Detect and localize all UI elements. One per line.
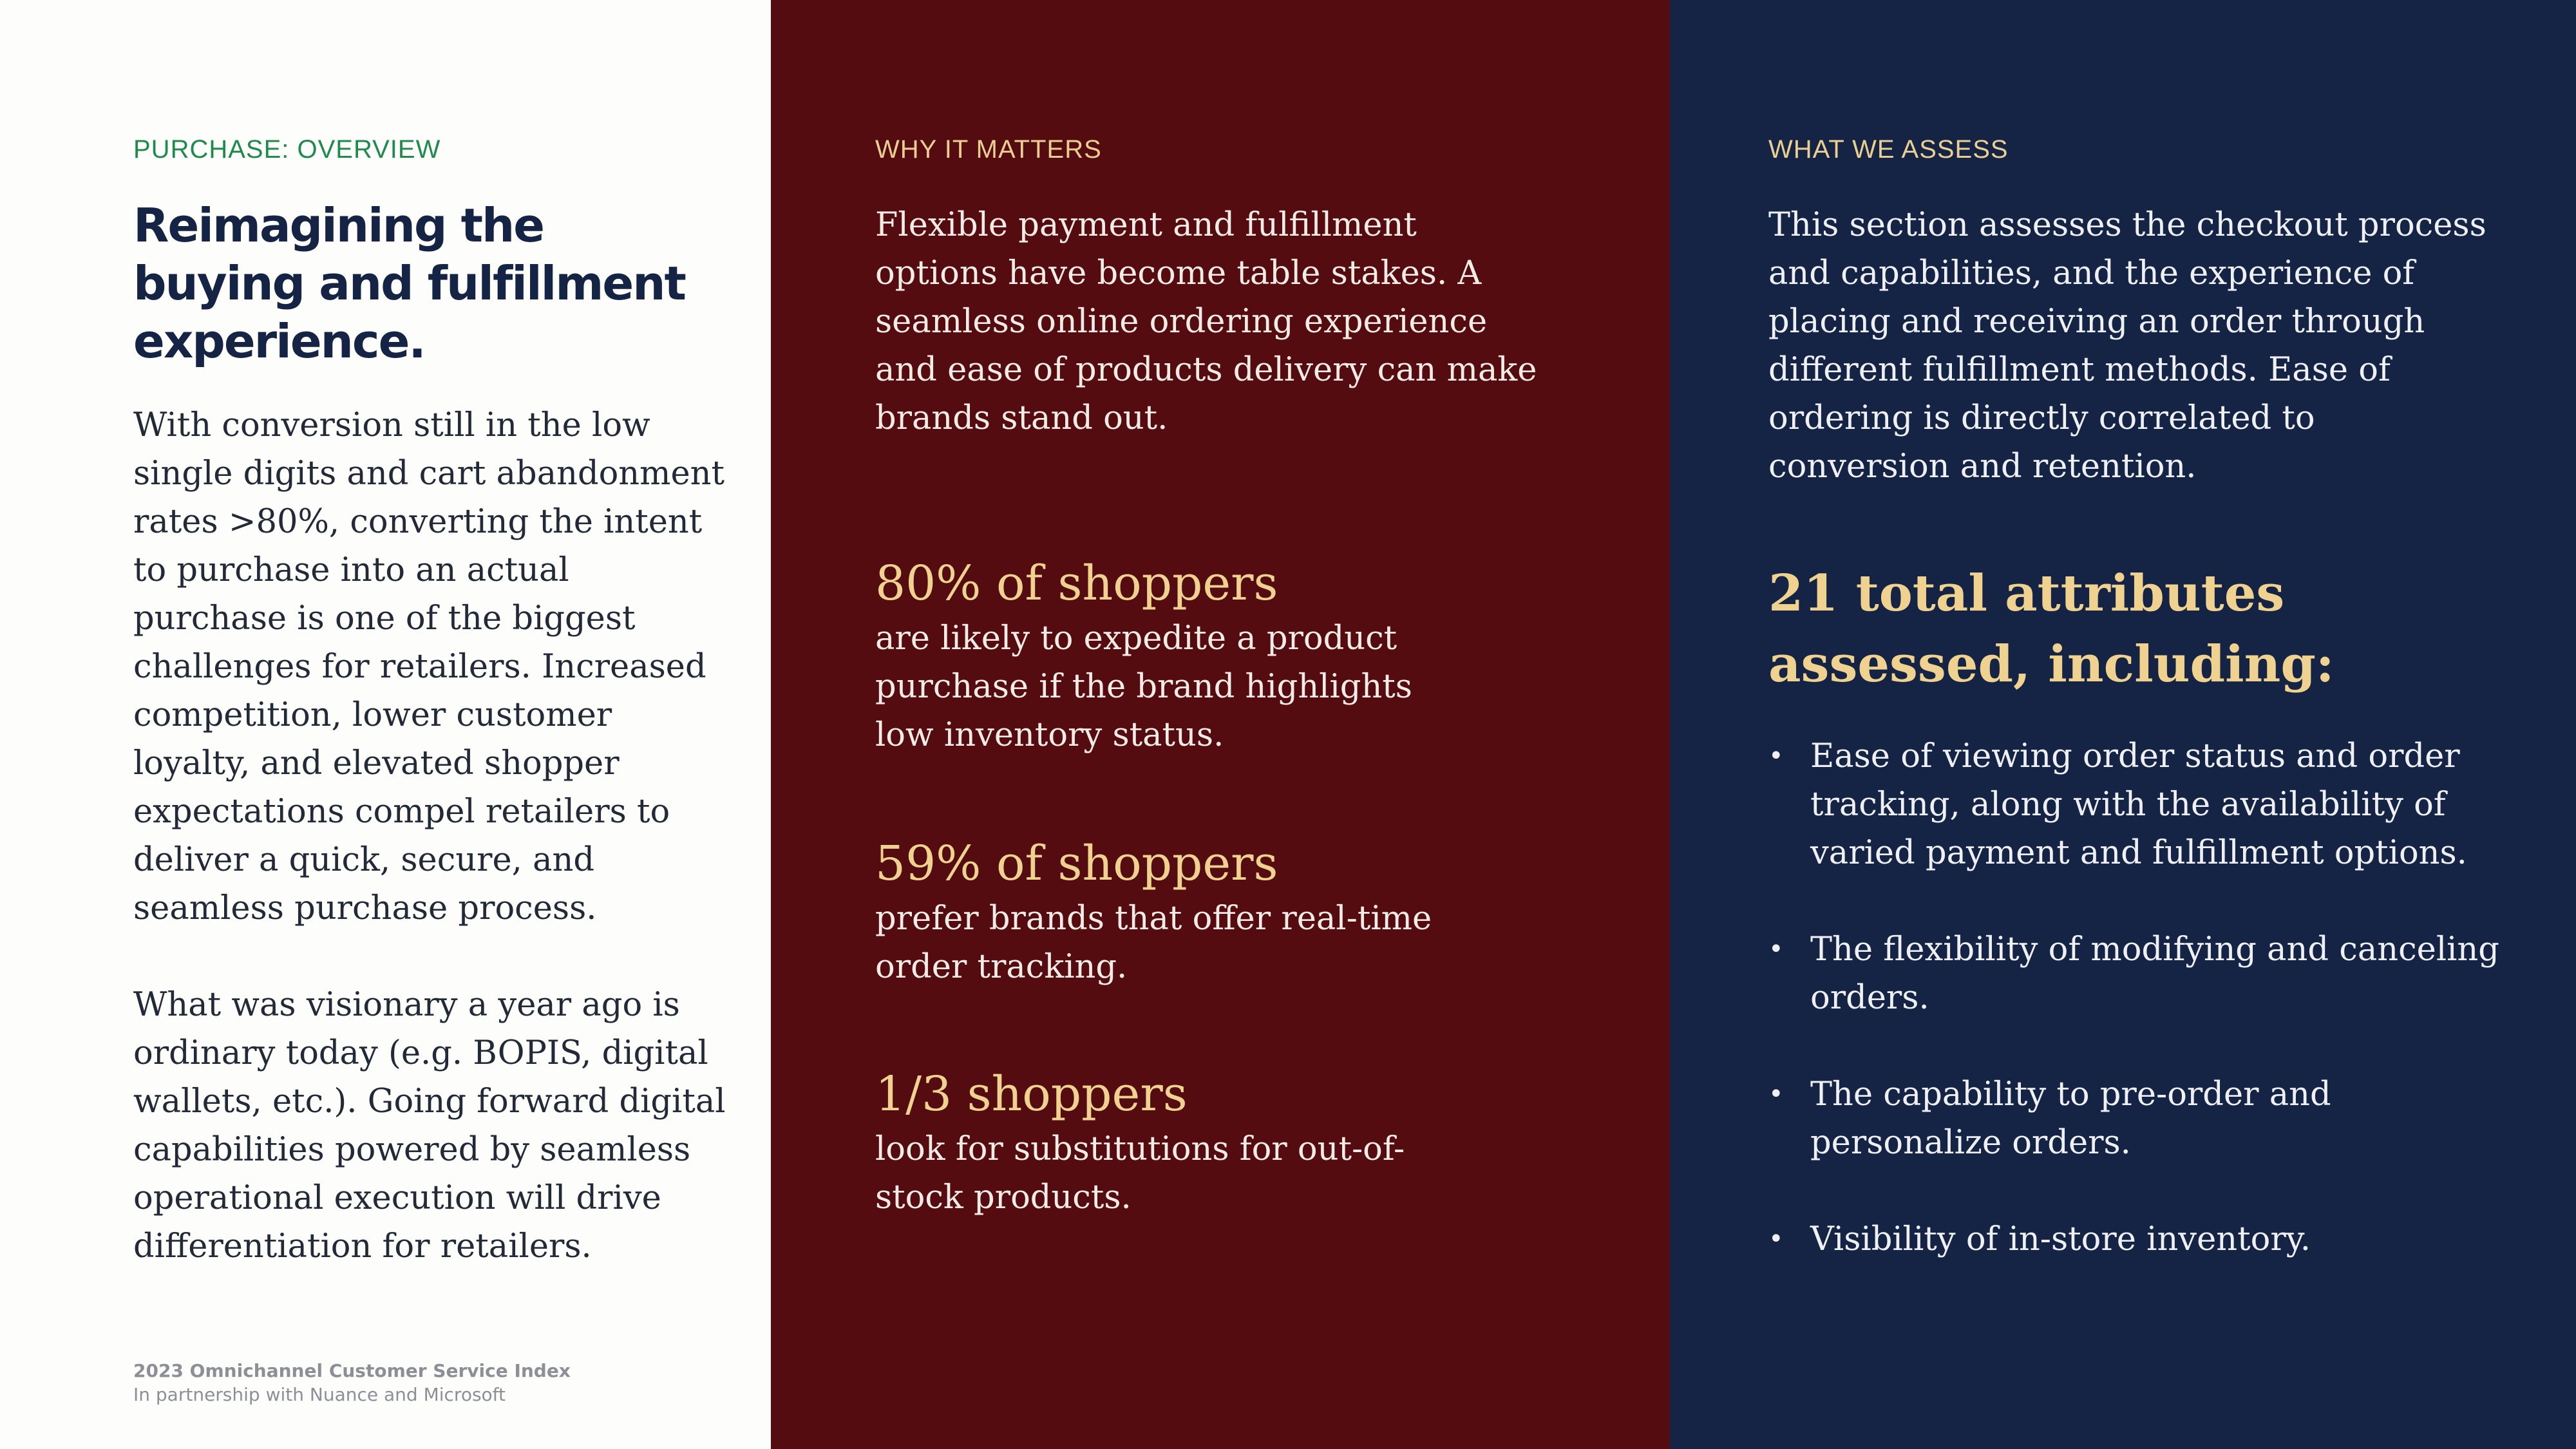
footer (133, 1359, 571, 1406)
overview-paragraph-2: What was visionary a year ago is ordinary today (e.g. BOPIS, digital wallets, etc.). Going forward digital capabilities powered by seamless operational execution will drive differentiation for retailers. (133, 986, 726, 1265)
list-item-text: The capability to pre-order and personalize orders. (1810, 1075, 2331, 1162)
stat-description: look for substitutions for out-of-stock products. (875, 1130, 1405, 1217)
footer-report-title: 2023 Omnichannel Customer Service Index (133, 1360, 571, 1381)
stat-value: 80% of shoppers (875, 556, 1278, 611)
why-eyebrow: WHY IT MATTERS (875, 135, 1102, 164)
page-title: Reimagining the buying and fulfillment experience. (133, 198, 685, 368)
stat-block (875, 553, 1670, 759)
section-eyebrow: PURCHASE: OVERVIEW (133, 135, 441, 164)
list-item (1768, 732, 2528, 877)
list-item-text: Visibility of in-store inventory. (1810, 1220, 2311, 1258)
bullet-icon: • (1768, 741, 1784, 771)
stat-block (875, 833, 1670, 991)
bullet-icon: • (1768, 1224, 1784, 1254)
bullet-icon: • (1768, 934, 1784, 964)
stat-description: are likely to expedite a product purchase if the brand highlights low inventory status. (875, 620, 1412, 754)
list-item (1768, 925, 2528, 1022)
bullet-icon: • (1768, 1079, 1784, 1109)
attributes-list (1768, 732, 2528, 1264)
what-we-assess-column (1670, 0, 2576, 1449)
overview-paragraph-1: With conversion still in the low single digits and cart abandonment rates >80%, converting the intent to purchase into an actual purchase is one of the biggest challenges for retailers. Increased competition, lower customer loyalty, and elevated shopper expectations compel retailers to deliver a quick, secure, and seamless purchase process. (133, 406, 725, 927)
stat-value: 1/3 shoppers (875, 1066, 1188, 1122)
attributes-heading: 21 total attributes assessed, including: (1768, 564, 2334, 694)
stat-description: prefer brands that offer real-time order tracking. (875, 900, 1432, 986)
footer-partnership: In partnership with Nuance and Microsoft (133, 1384, 506, 1405)
list-item-text: Ease of viewing order status and order tracking, along with the availability of varied payment and fulfillment options. (1810, 737, 2467, 872)
list-item-text: The flexibility of modifying and canceling orders. (1810, 931, 2499, 1017)
assess-intro: This section assesses the checkout process and capabilities, and the experience of placing and receiving an order through different fulfillment methods. Ease of ordering is directly correlated to conversion and retention. (1768, 206, 2486, 486)
stat-block (875, 1064, 1670, 1222)
list-item (1768, 1070, 2528, 1167)
stat-value: 59% of shoppers (875, 836, 1278, 891)
assess-eyebrow: WHAT WE ASSESS (1768, 135, 2009, 164)
list-item (1768, 1215, 2528, 1264)
why-intro: Flexible payment and fulfillment options have become table stakes. A seamless online ordering experience and ease of products delivery can make brands stand out. (875, 206, 1537, 437)
overview-column (0, 0, 771, 1449)
why-it-matters-column (771, 0, 1670, 1449)
